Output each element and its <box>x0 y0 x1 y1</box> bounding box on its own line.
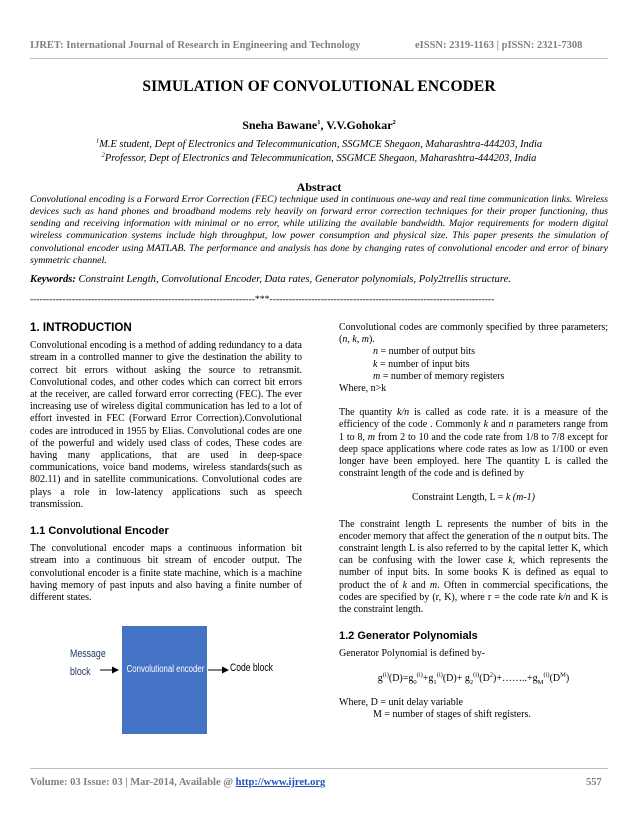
message-label-line2: block <box>70 666 91 678</box>
affiliation-2 <box>0 153 638 164</box>
def-n: n = number of output bits <box>373 346 476 358</box>
affiliation-2-sup: 2 <box>101 151 105 159</box>
abstract-text: Convolutional encoding is a Forward Error Correction (FEC) technique used in continuous one-way and real time communication links. Wireless devices such as hand phones and broadband modems rely heavily on forward error correction techniques for their proper functioning, thus sending and receiving information with minimal or no error, while utilizing the available bandwidth. Major requirements for modern digital wireless communication systems include high throughput, low power consumption and physical size. This paper presents the simulation of convolutional encoder using MATLAB. The performance and analysis has done by changing rates of convolutional encoder and error of binary symmetric channel. <box>30 194 608 266</box>
generator-intro: Generator Polynomial is defined by- <box>339 648 486 660</box>
author-2: V.V.Gohokar <box>326 118 393 132</box>
encoder-box <box>122 626 207 734</box>
author-1-sup: 1 <box>317 119 321 126</box>
affiliation-1-text: M.E student, Dept of Electronics and Telecommunication, SSGMCE Shegaon, Maharashtra-444203, India <box>99 139 543 150</box>
def-k: k = number of input bits <box>373 358 470 370</box>
page-number: 557 <box>586 777 602 788</box>
generator-formula: $g^{(i)}(D)=g_0^{(i)}+g_1^{(i)}(D)+$ $g_2^{(i)}(D^2)+\dots\dots..+g_M^{(i)}(D^M)$ <box>377 671 570 686</box>
left-column <box>30 322 302 604</box>
author-2-sup: 2 <box>392 119 396 126</box>
where-m: M = number of stages of shift registers. <box>373 709 531 721</box>
code-rate-paragraph: The quantity k/n is called as code rate. it is a measure of the efficiency of the code . Commonly k and n parameters range from 1 to 8, m from 2 to 10 and the code rate from 1/8 to 7/8 except for deep space applications where code rates as low as 1/100 or even longer have been employed. here The quantity L is called the constraint length of the code and is defined by <box>339 407 609 480</box>
sub1-text: The convolutional encoder maps a continuous information bit stream into a continuous bit stream of encoder output. The convolutional encoder is a finite state machine, which is a machine having memory of past inputs and also having a finite number of different states. <box>30 543 302 604</box>
affiliation-2-text: Professor, Dept of Electronics and Telecommunication, SSGMCE Shegaon, Maharashtra-444203, India <box>104 153 537 164</box>
def-m: m = number of memory registers <box>373 370 505 382</box>
constraint-paragraph: The constraint length L represents the number of bits in the encoder memory that affect the generation of the n output bits. The constraint length L is also referred to by the capital letter K, which can be confusing with the lower case k, which represents the number of input bits. In some books K is defined as equal to product the of k and m. Often in commercial specifications, the codes are specified by (r, K), where r = the code rate k/n and K is the constraint length. <box>339 518 608 616</box>
footer-volume <box>30 777 325 788</box>
author-1: Sneha Bawane <box>242 118 318 132</box>
issn: eISSN: 2319-1163 | pISSN: 2321-7308 <box>415 40 583 51</box>
keywords <box>30 274 608 285</box>
sub2-heading: 1.2 Generator Polynomials <box>339 630 478 643</box>
encoder-diagram <box>70 626 300 736</box>
journal-link[interactable]: http://www.ijret.org <box>235 777 326 788</box>
formula-label: Constraint Length, L = <box>411 492 506 504</box>
affiliation-1-sup: 1 <box>95 137 100 145</box>
message-label-line1: Message <box>70 648 106 660</box>
right-column <box>339 322 608 721</box>
formula-expr: k (m-1) <box>505 492 536 504</box>
code-block-label: Code block <box>230 662 273 674</box>
where-d: Where, D = unit delay variable <box>339 696 463 708</box>
footer-prefix: Volume: 03 Issue: 03 | Mar-2014, Available @ <box>30 777 236 788</box>
constraint-formula <box>339 492 608 504</box>
params-intro: Convolutional codes are commonly specified by three parameters; (n, k, m). <box>339 322 608 346</box>
author-sep: , <box>320 118 327 132</box>
keywords-label: Keywords: <box>30 274 76 285</box>
abstract-heading: Abstract <box>296 180 342 194</box>
encoder-box-label: Convolutional encoder <box>126 664 205 675</box>
footer-rule <box>30 768 608 769</box>
authors <box>0 118 638 133</box>
section-separator: ----------------------------------------------------------------------***---------------------------------------------------------------------- <box>30 294 495 305</box>
intro-heading: 1. INTRODUCTION <box>30 321 132 334</box>
affiliation-1 <box>0 139 638 150</box>
intro-text: Convolutional encoding is a method of adding redundancy to a data stream in a controlled manner to give the destination the ability to correct bit errors without asking the source to retransmit. Convolutional codes, and other codes which can correct bit errors at the receiver, are called forward error correcting (FEC). The ever increasing use of wireless digital communication has led to a lot of effort invested in FEC (Forward Error Correction).Convolutional codes are introduced in 1955 by Elias. Convolutional codes are one of the powerful and widely used class of codes, These codes are having many applications, that are used in deep-space communications, voice band modems, wireless standards(such as 802.11) and in satellite communications. Convolutional codes are plays a role in low-latency applications such as speech transmission. <box>30 340 302 510</box>
header-rule <box>30 58 608 59</box>
where-n-k: Where, n>k <box>339 383 387 395</box>
keywords-text: Constraint Length, Convolutional Encoder, Data rates, Generator polynomials, Poly2trellis structure. <box>75 274 511 285</box>
journal-name: IJRET: International Journal of Research in Engineering and Technology <box>30 40 361 51</box>
sub1-heading: 1.1 Convolutional Encoder <box>30 525 169 538</box>
paper-title: SIMULATION OF CONVOLUTIONAL ENCODER <box>142 78 496 95</box>
